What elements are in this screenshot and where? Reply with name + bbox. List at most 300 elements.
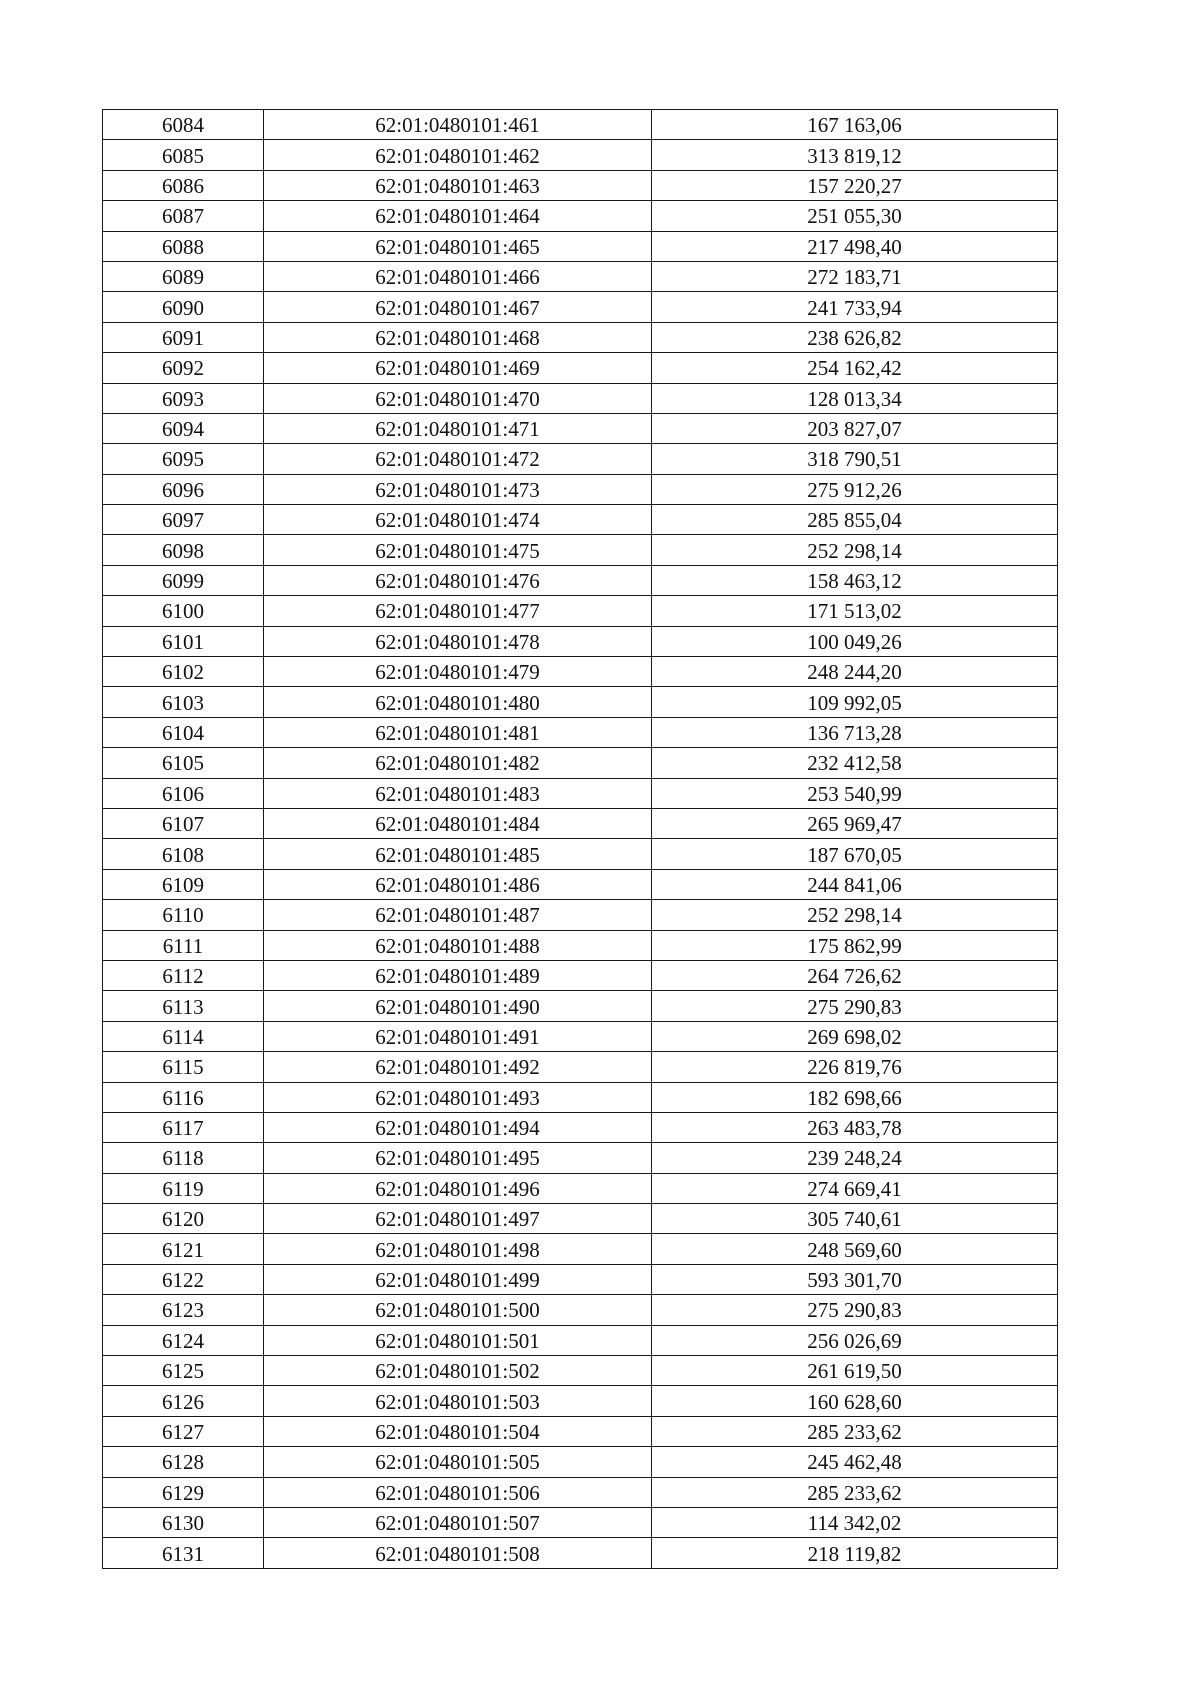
cell-text: 62:01:0480101:496 xyxy=(375,1176,540,1201)
cadastral-number-cell xyxy=(264,292,652,322)
cell-text: 62:01:0480101:470 xyxy=(375,386,540,411)
table-row xyxy=(103,1264,1058,1294)
cadastral-value-cell xyxy=(652,535,1058,565)
cadastral-number-cell xyxy=(264,1356,652,1386)
table-row xyxy=(103,1112,1058,1142)
cell-text: 6110 xyxy=(162,903,204,928)
cell-text: 6094 xyxy=(162,417,204,442)
table-row xyxy=(103,140,1058,170)
table-row xyxy=(103,1325,1058,1355)
cell-text: 269 698,02 xyxy=(807,1024,902,1049)
cell-text: 167 163,06 xyxy=(807,113,902,138)
row-number-cell xyxy=(103,1173,264,1203)
cell-text: 275 912,26 xyxy=(807,477,902,502)
cell-text: 6091 xyxy=(162,325,204,350)
cell-text: 6125 xyxy=(162,1359,204,1384)
cell-text: 158 463,12 xyxy=(807,569,902,594)
row-number-cell xyxy=(103,1416,264,1446)
cadastral-value-cell xyxy=(652,1325,1058,1355)
cell-text: 62:01:0480101:500 xyxy=(375,1298,540,1323)
cadastral-value-cell xyxy=(652,869,1058,899)
table-row xyxy=(103,687,1058,717)
cadastral-number-cell xyxy=(264,1143,652,1173)
cell-text: 62:01:0480101:482 xyxy=(375,751,540,776)
cell-text: 62:01:0480101:501 xyxy=(375,1328,540,1353)
row-number-cell xyxy=(103,1477,264,1507)
row-number-cell xyxy=(103,413,264,443)
cadastral-number-cell xyxy=(264,535,652,565)
cell-text: 62:01:0480101:492 xyxy=(375,1055,540,1080)
cadastral-value-cell xyxy=(652,1477,1058,1507)
cell-text: 171 513,02 xyxy=(807,599,902,624)
cadastral-number-cell xyxy=(264,839,652,869)
row-number-cell xyxy=(103,322,264,352)
row-number-cell xyxy=(103,535,264,565)
cell-text: 244 841,06 xyxy=(807,872,902,897)
cadastral-value-cell xyxy=(652,140,1058,170)
cadastral-value-cell xyxy=(652,778,1058,808)
row-number-cell xyxy=(103,201,264,231)
cell-text: 6105 xyxy=(162,751,204,776)
table-row xyxy=(103,1416,1058,1446)
table-row xyxy=(103,261,1058,291)
cell-text: 6087 xyxy=(162,204,204,229)
cadastral-number-cell xyxy=(264,960,652,990)
cadastral-value-cell xyxy=(652,1112,1058,1142)
cell-text: 252 298,14 xyxy=(807,903,902,928)
cell-text: 217 498,40 xyxy=(807,234,902,259)
table-row xyxy=(103,1477,1058,1507)
cadastral-number-cell xyxy=(264,505,652,535)
cadastral-number-cell xyxy=(264,170,652,200)
cell-text: 62:01:0480101:480 xyxy=(375,690,540,715)
cell-text: 62:01:0480101:477 xyxy=(375,599,540,624)
table-row xyxy=(103,1082,1058,1112)
cell-text: 6108 xyxy=(162,842,204,867)
row-number-cell xyxy=(103,1507,264,1537)
cell-text: 285 233,62 xyxy=(807,1480,902,1505)
cell-text: 245 462,48 xyxy=(807,1450,902,1475)
cadastral-number-cell xyxy=(264,1021,652,1051)
cadastral-value-cell xyxy=(652,687,1058,717)
table-row xyxy=(103,596,1058,626)
table-row xyxy=(103,778,1058,808)
cell-text: 6116 xyxy=(162,1085,204,1110)
cadastral-value-cell xyxy=(652,505,1058,535)
cell-text: 62:01:0480101:464 xyxy=(375,204,540,229)
cell-text: 6131 xyxy=(162,1541,204,1566)
cadastral-value-cell xyxy=(652,839,1058,869)
cell-text: 6101 xyxy=(162,629,204,654)
cell-text: 62:01:0480101:507 xyxy=(375,1511,540,1536)
table-row xyxy=(103,1052,1058,1082)
cell-text: 248 569,60 xyxy=(807,1237,902,1262)
cell-text: 62:01:0480101:506 xyxy=(375,1480,540,1505)
table-row xyxy=(103,322,1058,352)
cell-text: 263 483,78 xyxy=(807,1116,902,1141)
row-number-cell xyxy=(103,565,264,595)
table-row xyxy=(103,201,1058,231)
cell-text: 6128 xyxy=(162,1450,204,1475)
cell-text: 62:01:0480101:484 xyxy=(375,812,540,837)
cell-text: 6092 xyxy=(162,356,204,381)
table-row xyxy=(103,535,1058,565)
cell-text: 256 026,69 xyxy=(807,1328,902,1353)
cadastral-value-cell xyxy=(652,353,1058,383)
cell-text: 239 248,24 xyxy=(807,1146,902,1171)
table-row xyxy=(103,1356,1058,1386)
cell-text: 62:01:0480101:473 xyxy=(375,477,540,502)
cadastral-number-cell xyxy=(264,900,652,930)
cell-text: 62:01:0480101:478 xyxy=(375,629,540,654)
cell-text: 6118 xyxy=(162,1146,204,1171)
row-number-cell xyxy=(103,900,264,930)
row-number-cell xyxy=(103,808,264,838)
cadastral-value-cell xyxy=(652,900,1058,930)
cadastral-value-cell xyxy=(652,1234,1058,1264)
table-row xyxy=(103,1234,1058,1264)
cadastral-value-cell xyxy=(652,1538,1058,1568)
row-number-cell xyxy=(103,748,264,778)
cadastral-number-cell xyxy=(264,474,652,504)
cadastral-number-cell xyxy=(264,1325,652,1355)
cell-text: 6121 xyxy=(162,1237,204,1262)
cell-text: 6115 xyxy=(162,1055,204,1080)
cadastral-number-cell xyxy=(264,1082,652,1112)
cell-text: 265 969,47 xyxy=(807,812,902,837)
cell-text: 6130 xyxy=(162,1511,204,1536)
cell-text: 62:01:0480101:471 xyxy=(375,417,540,442)
cadastral-number-cell xyxy=(264,231,652,261)
table-row xyxy=(103,1507,1058,1537)
table-row xyxy=(103,474,1058,504)
cell-text: 62:01:0480101:491 xyxy=(375,1024,540,1049)
cadastral-number-cell xyxy=(264,1052,652,1082)
cadastral-value-cell xyxy=(652,1082,1058,1112)
cadastral-value-cell xyxy=(652,231,1058,261)
cadastral-value-cell xyxy=(652,474,1058,504)
cell-text: 6090 xyxy=(162,295,204,320)
table-row xyxy=(103,930,1058,960)
cell-text: 128 013,34 xyxy=(807,386,902,411)
cell-text: 182 698,66 xyxy=(807,1085,902,1110)
row-number-cell xyxy=(103,991,264,1021)
row-number-cell xyxy=(103,1082,264,1112)
cell-text: 62:01:0480101:498 xyxy=(375,1237,540,1262)
cell-text: 6111 xyxy=(162,933,204,958)
cadastral-number-cell xyxy=(264,596,652,626)
table-row xyxy=(103,960,1058,990)
cell-text: 6113 xyxy=(162,994,204,1019)
cadastral-number-cell xyxy=(264,626,652,656)
cadastral-value-cell xyxy=(652,383,1058,413)
cell-text: 6093 xyxy=(162,386,204,411)
cell-text: 274 669,41 xyxy=(807,1176,902,1201)
cell-text: 62:01:0480101:467 xyxy=(375,295,540,320)
cell-text: 160 628,60 xyxy=(807,1389,902,1414)
cell-text: 248 244,20 xyxy=(807,660,902,685)
cadastral-value-cell xyxy=(652,808,1058,838)
cadastral-value-cell xyxy=(652,1295,1058,1325)
row-number-cell xyxy=(103,353,264,383)
table-row xyxy=(103,444,1058,474)
cadastral-value-cell xyxy=(652,1416,1058,1446)
row-number-cell xyxy=(103,261,264,291)
cell-text: 62:01:0480101:508 xyxy=(375,1541,540,1566)
cadastral-value-cell xyxy=(652,960,1058,990)
cell-text: 275 290,83 xyxy=(807,1298,902,1323)
cadastral-number-cell xyxy=(264,383,652,413)
cadastral-value-cell xyxy=(652,1507,1058,1537)
cell-text: 6084 xyxy=(162,113,204,138)
cadastral-number-cell xyxy=(264,565,652,595)
cell-text: 62:01:0480101:503 xyxy=(375,1389,540,1414)
cell-text: 62:01:0480101:493 xyxy=(375,1085,540,1110)
table-row xyxy=(103,657,1058,687)
cell-text: 62:01:0480101:504 xyxy=(375,1419,540,1444)
cell-text: 6086 xyxy=(162,173,204,198)
cell-text: 6112 xyxy=(162,964,204,989)
table-row xyxy=(103,1021,1058,1051)
row-number-cell xyxy=(103,1264,264,1294)
row-number-cell xyxy=(103,110,264,140)
cell-text: 261 619,50 xyxy=(807,1359,902,1384)
cadastral-number-cell xyxy=(264,717,652,747)
cell-text: 100 049,26 xyxy=(807,629,902,654)
cell-text: 6129 xyxy=(162,1480,204,1505)
cadastral-number-cell xyxy=(264,687,652,717)
cell-text: 6126 xyxy=(162,1389,204,1414)
cell-text: 62:01:0480101:502 xyxy=(375,1359,540,1384)
cell-text: 157 220,27 xyxy=(807,173,902,198)
cadastral-number-cell xyxy=(264,748,652,778)
cell-text: 62:01:0480101:495 xyxy=(375,1146,540,1171)
cell-text: 62:01:0480101:474 xyxy=(375,508,540,533)
row-number-cell xyxy=(103,474,264,504)
cadastral-number-cell xyxy=(264,1295,652,1325)
cell-text: 62:01:0480101:494 xyxy=(375,1116,540,1141)
row-number-cell xyxy=(103,1295,264,1325)
cell-text: 252 298,14 xyxy=(807,538,902,563)
cadastral-value-cell xyxy=(652,1143,1058,1173)
cadastral-value-cell xyxy=(652,170,1058,200)
cell-text: 62:01:0480101:475 xyxy=(375,538,540,563)
cadastral-number-cell xyxy=(264,1477,652,1507)
row-number-cell xyxy=(103,657,264,687)
cadastral-value-cell xyxy=(652,201,1058,231)
cadastral-value-cell xyxy=(652,1021,1058,1051)
cell-text: 241 733,94 xyxy=(807,295,902,320)
row-number-cell xyxy=(103,596,264,626)
cadastral-value-cell xyxy=(652,1386,1058,1416)
cadastral-number-cell xyxy=(264,1416,652,1446)
cadastral-value-cell xyxy=(652,930,1058,960)
cell-text: 6100 xyxy=(162,599,204,624)
cadastral-value-cell xyxy=(652,413,1058,443)
cell-text: 238 626,82 xyxy=(807,325,902,350)
table-row xyxy=(103,1447,1058,1477)
cadastral-value-cell xyxy=(652,565,1058,595)
table-row xyxy=(103,383,1058,413)
row-number-cell xyxy=(103,839,264,869)
table-row xyxy=(103,869,1058,899)
cell-text: 6106 xyxy=(162,781,204,806)
table-body xyxy=(103,110,1058,1569)
cell-text: 62:01:0480101:489 xyxy=(375,964,540,989)
cell-text: 62:01:0480101:463 xyxy=(375,173,540,198)
cell-text: 62:01:0480101:486 xyxy=(375,872,540,897)
cell-text: 62:01:0480101:488 xyxy=(375,933,540,958)
cell-text: 275 290,83 xyxy=(807,994,902,1019)
cell-text: 6127 xyxy=(162,1419,204,1444)
cell-text: 6107 xyxy=(162,812,204,837)
cadastral-value-cell xyxy=(652,110,1058,140)
table-row xyxy=(103,808,1058,838)
row-number-cell xyxy=(103,1447,264,1477)
cadastral-number-cell xyxy=(264,1447,652,1477)
row-number-cell xyxy=(103,778,264,808)
cell-text: 6102 xyxy=(162,660,204,685)
cell-text: 175 862,99 xyxy=(807,933,902,958)
cell-text: 272 183,71 xyxy=(807,265,902,290)
cell-text: 232 412,58 xyxy=(807,751,902,776)
cell-text: 264 726,62 xyxy=(807,964,902,989)
cadastral-value-cell xyxy=(652,1264,1058,1294)
row-number-cell xyxy=(103,292,264,322)
cell-text: 6099 xyxy=(162,569,204,594)
cadastral-value-cell xyxy=(652,991,1058,1021)
cadastral-number-cell xyxy=(264,930,652,960)
cell-text: 6117 xyxy=(162,1116,204,1141)
row-number-cell xyxy=(103,140,264,170)
cadastral-number-cell xyxy=(264,201,652,231)
cell-text: 62:01:0480101:505 xyxy=(375,1450,540,1475)
row-number-cell xyxy=(103,960,264,990)
table-row xyxy=(103,900,1058,930)
row-number-cell xyxy=(103,505,264,535)
cadastral-number-cell xyxy=(264,1112,652,1142)
cell-text: 6124 xyxy=(162,1328,204,1353)
cadastral-value-cell xyxy=(652,1356,1058,1386)
table-row xyxy=(103,170,1058,200)
cadastral-number-cell xyxy=(264,140,652,170)
table-row xyxy=(103,1386,1058,1416)
cell-text: 285 233,62 xyxy=(807,1419,902,1444)
table-row xyxy=(103,565,1058,595)
cell-text: 318 790,51 xyxy=(807,447,902,472)
cadastral-number-cell xyxy=(264,1538,652,1568)
cadastral-value-cell xyxy=(652,596,1058,626)
cell-text: 6104 xyxy=(162,721,204,745)
row-number-cell xyxy=(103,1356,264,1386)
cell-text: 62:01:0480101:479 xyxy=(375,660,540,685)
table-row xyxy=(103,748,1058,778)
cell-text: 109 992,05 xyxy=(807,690,902,715)
table-row xyxy=(103,626,1058,656)
row-number-cell xyxy=(103,930,264,960)
row-number-cell xyxy=(103,1021,264,1051)
row-number-cell xyxy=(103,1143,264,1173)
row-number-cell xyxy=(103,1234,264,1264)
table-row xyxy=(103,505,1058,535)
cadastral-number-cell xyxy=(264,322,652,352)
cell-text: 6123 xyxy=(162,1298,204,1323)
cadastral-value-table xyxy=(102,109,1058,1569)
row-number-cell xyxy=(103,869,264,899)
cell-text: 254 162,42 xyxy=(807,356,902,381)
table-row xyxy=(103,1143,1058,1173)
cadastral-value-cell xyxy=(652,748,1058,778)
cell-text: 6088 xyxy=(162,234,204,259)
cell-text: 6089 xyxy=(162,265,204,290)
cadastral-number-cell xyxy=(264,1173,652,1203)
cell-text: 6096 xyxy=(162,477,204,502)
cadastral-number-cell xyxy=(264,1234,652,1264)
row-number-cell xyxy=(103,170,264,200)
cell-text: 6098 xyxy=(162,538,204,563)
cell-text: 218 119,82 xyxy=(807,1541,902,1566)
cell-text: 6085 xyxy=(162,143,204,168)
cadastral-number-cell xyxy=(264,657,652,687)
row-number-cell xyxy=(103,1386,264,1416)
row-number-cell xyxy=(103,1538,264,1568)
cadastral-number-cell xyxy=(264,808,652,838)
cell-text: 251 055,30 xyxy=(807,204,902,229)
row-number-cell xyxy=(103,1325,264,1355)
row-number-cell xyxy=(103,231,264,261)
table-row xyxy=(103,353,1058,383)
cell-text: 62:01:0480101:487 xyxy=(375,903,540,928)
cadastral-value-cell xyxy=(652,261,1058,291)
cell-text: 6095 xyxy=(162,447,204,472)
row-number-cell xyxy=(103,1052,264,1082)
cell-text: 226 819,76 xyxy=(807,1055,902,1080)
row-number-cell xyxy=(103,444,264,474)
cell-text: 313 819,12 xyxy=(807,143,902,168)
cadastral-number-cell xyxy=(264,991,652,1021)
cadastral-value-cell xyxy=(652,1173,1058,1203)
table-row xyxy=(103,413,1058,443)
cell-text: 136 713,28 xyxy=(807,721,902,745)
cell-text: 6103 xyxy=(162,690,204,715)
cadastral-number-cell xyxy=(264,778,652,808)
cadastral-value-cell xyxy=(652,717,1058,747)
row-number-cell xyxy=(103,1112,264,1142)
table-row xyxy=(103,1173,1058,1203)
cadastral-value-cell xyxy=(652,626,1058,656)
cell-text: 62:01:0480101:476 xyxy=(375,569,540,594)
cell-text: 6120 xyxy=(162,1207,204,1232)
cell-text: 187 670,05 xyxy=(807,842,902,867)
row-number-cell xyxy=(103,717,264,747)
cell-text: 6122 xyxy=(162,1268,204,1293)
cell-text: 62:01:0480101:465 xyxy=(375,234,540,259)
cell-text: 62:01:0480101:468 xyxy=(375,325,540,350)
cell-text: 62:01:0480101:485 xyxy=(375,842,540,867)
table-row xyxy=(103,1538,1058,1568)
cadastral-value-cell xyxy=(652,1052,1058,1082)
cell-text: 253 540,99 xyxy=(807,781,902,806)
cell-text: 114 342,02 xyxy=(807,1511,902,1536)
row-number-cell xyxy=(103,383,264,413)
cadastral-number-cell xyxy=(264,413,652,443)
cell-text: 6119 xyxy=(162,1176,204,1201)
cadastral-value-cell xyxy=(652,657,1058,687)
cell-text: 285 855,04 xyxy=(807,508,902,533)
cadastral-number-cell xyxy=(264,353,652,383)
cadastral-number-cell xyxy=(264,261,652,291)
cadastral-value-cell xyxy=(652,1447,1058,1477)
